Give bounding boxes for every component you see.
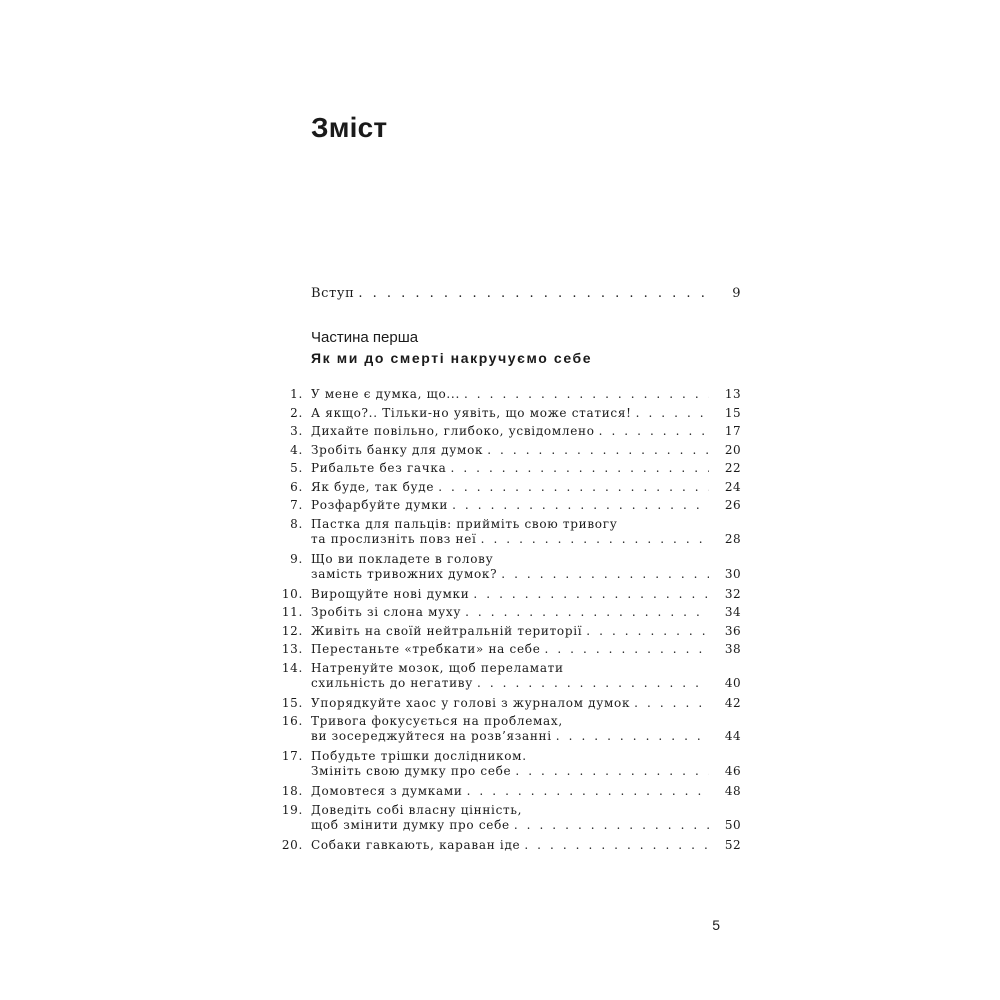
- toc-entry-line: [311, 567, 741, 582]
- dot-leader: [473, 587, 709, 602]
- toc-entry-page: 50: [724, 817, 741, 832]
- toc-entry-title: Побудьте трішки дослідником.: [311, 749, 527, 763]
- dot-leader: [438, 480, 709, 495]
- toc-entry-body: [311, 661, 741, 691]
- toc-entry-body: [311, 624, 741, 639]
- toc-entry-body: [311, 517, 741, 547]
- toc-entry-page: 44: [724, 729, 741, 743]
- toc-entry-number: 19.: [281, 802, 303, 817]
- toc-entry-title: Тривога фокусується на проблемах,: [311, 714, 563, 728]
- toc-entry-body: [311, 461, 741, 476]
- toc-entry-title: Як буде, так буде: [311, 479, 435, 494]
- dot-leader: [636, 406, 709, 421]
- toc-entry-line: [311, 443, 741, 458]
- toc-entry-number: 18.: [281, 784, 303, 798]
- dot-leader: [586, 624, 709, 639]
- page-number: 5: [712, 917, 720, 933]
- toc-entry-title: Зробіть зі слона муху: [311, 605, 462, 619]
- dot-leader: [487, 443, 709, 458]
- toc-entry-line: [311, 461, 741, 476]
- toc-entry-page: 52: [724, 837, 741, 852]
- toc-entry-line: [311, 803, 741, 818]
- toc-entry-number: 13.: [281, 642, 303, 656]
- toc-entry-page: 38: [724, 642, 741, 656]
- toc-entry-page: 22: [724, 461, 741, 475]
- toc-entry-line: [311, 552, 741, 567]
- toc-entry-number: 2.: [290, 405, 303, 420]
- toc-entry-page: 28: [724, 531, 741, 546]
- toc-entry-title: Вирощуйте нові думки: [311, 586, 470, 601]
- dot-leader: [599, 424, 709, 439]
- toc-entry-number: 10.: [281, 586, 303, 601]
- toc-entry-title: Пастка для пальців: прийміть свою тривогу: [311, 516, 618, 531]
- toc-entry-line: [311, 624, 741, 639]
- toc-entry-body: [311, 443, 741, 458]
- dot-leader: [514, 818, 709, 833]
- toc-entry-body: [311, 552, 741, 582]
- toc-entry-title: Собаки гавкають, караван іде: [311, 837, 521, 852]
- toc-entry-line: [311, 406, 741, 421]
- toc-entry-line: [311, 714, 741, 729]
- toc-entry-title: та прослизніть повз неї: [311, 531, 477, 546]
- toc-entry-body: [311, 605, 741, 620]
- toc-entry-page: 40: [724, 675, 741, 690]
- toc-entry-title: Зробіть банку для думок: [311, 442, 484, 457]
- toc-entry-line: [311, 838, 741, 853]
- dot-leader: [464, 387, 709, 402]
- toc-entry-title: замість тривожних думок?: [311, 566, 498, 581]
- toc-entry-line: [311, 729, 741, 744]
- dot-leader: [515, 764, 709, 779]
- toc-entry-title: Розфарбуйте думки: [311, 498, 449, 512]
- toc-entry-number: 7.: [290, 498, 303, 512]
- toc-entry-body: [311, 406, 741, 421]
- toc-entry-page: 46: [724, 764, 741, 778]
- toc-entry-body: [311, 784, 741, 799]
- toc-entry-line: [311, 532, 741, 547]
- toc-entry-number: 15.: [281, 695, 303, 710]
- dot-leader: [634, 696, 709, 711]
- part-title: Як ми до смерті накручуємо себе: [311, 350, 593, 366]
- toc-entry-number: 1.: [290, 387, 303, 401]
- toc-entry-number: 16.: [281, 714, 303, 728]
- toc-entry-body: [311, 838, 741, 853]
- dot-leader: [481, 532, 709, 547]
- toc-entry-title: Натренуйте мозок, щоб переламати: [311, 660, 564, 675]
- toc-entry-page: 24: [724, 479, 741, 494]
- toc-entry-number: 4.: [290, 442, 303, 457]
- toc-entry-line: [311, 587, 741, 602]
- toc-entry-page: 32: [724, 586, 741, 601]
- toc-entry-number: 11.: [281, 605, 303, 619]
- toc-entry-line: [311, 696, 741, 711]
- dot-leader: [524, 838, 709, 853]
- dot-leader: [545, 642, 710, 657]
- toc-entry-body: [311, 387, 741, 402]
- toc-entry-line: [311, 498, 741, 513]
- toc-entry-number: 3.: [290, 424, 303, 438]
- toc-entry-line: [311, 642, 741, 657]
- toc-entry-page: 48: [724, 784, 741, 798]
- toc-entry-page: 42: [724, 695, 741, 710]
- toc-entry-number: 5.: [290, 461, 303, 475]
- dot-leader: [477, 676, 709, 691]
- toc-entry-title: Дихайте повільно, глибоко, усвідомлено: [311, 424, 595, 438]
- toc-entry-title: Змініть свою думку про себе: [311, 764, 512, 778]
- toc-entry-body: [311, 498, 741, 513]
- toc-entry-title: щоб змінити думку про себе: [311, 817, 510, 832]
- toc-entry-title: ви зосереджуйтеся на розв’язанні: [311, 729, 552, 743]
- dot-leader: [556, 729, 709, 744]
- toc-entry-number: 6.: [290, 479, 303, 494]
- toc-entry-line: [311, 517, 741, 532]
- toc-entry-page: 30: [724, 566, 741, 581]
- toc-entry-body: [311, 642, 741, 657]
- toc-entry-number: 14.: [281, 660, 303, 675]
- dot-leader: [450, 461, 709, 476]
- toc-entry-page: 17: [724, 424, 741, 438]
- toc-entry-line: [311, 661, 741, 676]
- dot-leader: [452, 498, 709, 513]
- toc-entry-line: [311, 764, 741, 779]
- toc-entry-line: [311, 749, 741, 764]
- toc-entry-page: 9: [732, 286, 741, 301]
- toc-entry-number: 8.: [290, 516, 303, 531]
- toc-entry-line: [311, 424, 741, 439]
- toc-entry-page: 15: [724, 405, 741, 420]
- toc-entry-title: Вступ: [311, 286, 355, 301]
- toc-entry-line: [311, 818, 741, 833]
- toc-entry-body: [311, 424, 741, 439]
- toc-entry-page: 13: [724, 387, 741, 401]
- toc-entry-body: [311, 749, 741, 779]
- toc-entry-page: 36: [724, 623, 741, 638]
- toc-entry-body: [311, 587, 741, 602]
- toc-entry-title: Рибальте без гачка: [311, 461, 447, 475]
- toc-entry-body: [311, 696, 741, 711]
- toc-entry-title: Домовтеся з думками: [311, 784, 463, 798]
- toc-entry-number: 20.: [281, 837, 303, 852]
- dot-leader: [465, 605, 709, 620]
- toc-entry-page: 26: [724, 498, 741, 512]
- toc-entry-page: 34: [724, 605, 741, 619]
- toc-entry-title: Перестаньте «требкати» на себе: [311, 642, 541, 656]
- toc-entry-title: У мене є думка, що...: [311, 387, 460, 401]
- toc-entry-line: [311, 480, 741, 495]
- toc-entry-title: Що ви покладете в голову: [311, 551, 494, 566]
- toc-entry-body: [311, 803, 741, 833]
- dot-leader: [358, 286, 705, 301]
- dot-leader: [467, 784, 709, 799]
- page-title: Зміст: [311, 112, 388, 143]
- toc-entry-line: [311, 676, 741, 691]
- part-label: Частина перша: [311, 329, 419, 346]
- toc-entry-line: [311, 605, 741, 620]
- toc-entry-title: схильність до негативу: [311, 675, 474, 690]
- toc-entry-title: Доведіть собі власну цінність,: [311, 802, 523, 817]
- dot-leader: [501, 567, 709, 582]
- toc-entry-page: 20: [724, 442, 741, 457]
- toc-entry-body: [311, 714, 741, 744]
- toc-entry-number: 9.: [290, 551, 303, 566]
- toc-entry-body: [311, 480, 741, 495]
- toc-entry-number: 17.: [281, 749, 303, 763]
- toc-entry-title: Живіть на своїй нейтральній території: [311, 623, 583, 638]
- toc-entry-number: 12.: [281, 623, 303, 638]
- toc-entry-title: А якщо?.. Тільки-но уявіть, що може статися!: [311, 405, 632, 420]
- toc-entry-title: Упорядкуйте хаос у голові з журналом думок: [311, 695, 631, 710]
- toc-entry-line: [311, 387, 741, 402]
- toc-entry-line: [311, 784, 741, 799]
- toc-entry-intro: [311, 286, 741, 304]
